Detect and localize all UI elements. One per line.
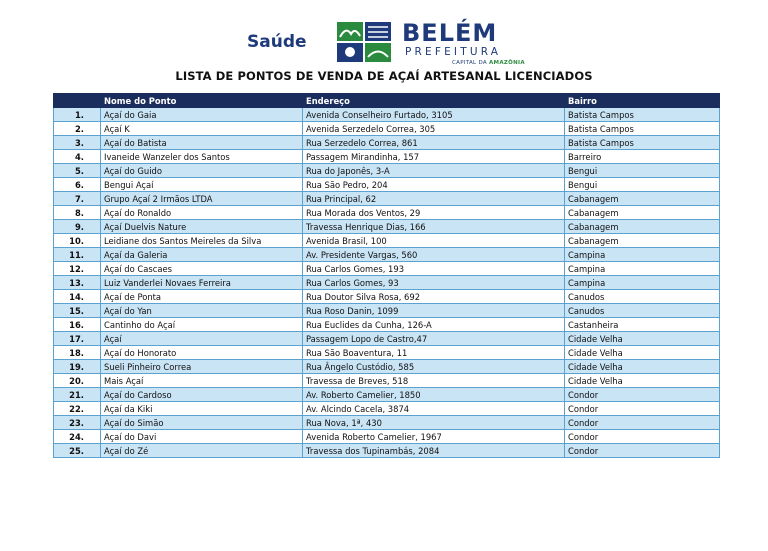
row-number: 8. (54, 206, 101, 220)
point-name: Açaí do Davi (101, 430, 303, 444)
point-name: Açaí da Galeria (101, 248, 303, 262)
point-name: Açaí do Guido (101, 164, 303, 178)
point-name: Açaí K (101, 122, 303, 136)
point-name: Açaí de Ponta (101, 290, 303, 304)
row-number: 4. (54, 150, 101, 164)
row-number: 13. (54, 276, 101, 290)
row-number: 21. (54, 388, 101, 402)
point-address: Avenida Roberto Camelier, 1967 (303, 430, 565, 444)
point-name: Açaí do Cascaes (101, 262, 303, 276)
point-name: Leidiane dos Santos Meireles da Silva (101, 234, 303, 248)
brand-tagline (452, 60, 525, 67)
table-row (54, 178, 720, 192)
point-address: Passagem Lopo de Castro,47 (303, 332, 565, 346)
point-neighborhood: Cidade Velha (565, 374, 720, 388)
point-name: Açaí Duelvis Nature (101, 220, 303, 234)
document-title: LISTA DE PONTOS DE VENDA DE AÇAÍ ARTESANAL LICENCIADOS (175, 69, 593, 83)
point-neighborhood: Batista Campos (565, 122, 720, 136)
row-number: 3. (54, 136, 101, 150)
point-name: Açaí do Cardoso (101, 388, 303, 402)
row-number: 5. (54, 164, 101, 178)
tagline-prefix: CAPITAL DA (452, 60, 489, 66)
point-address: Rua São Boaventura, 11 (303, 346, 565, 360)
point-neighborhood: Condor (565, 416, 720, 430)
point-address: Avenida Serzedelo Correa, 305 (303, 122, 565, 136)
points-table (53, 93, 720, 458)
point-neighborhood: Cidade Velha (565, 360, 720, 374)
table-row (54, 416, 720, 430)
row-number: 14. (54, 290, 101, 304)
row-number: 20. (54, 374, 101, 388)
point-neighborhood: Condor (565, 402, 720, 416)
point-name: Grupo Açaí 2 Irmãos LTDA (101, 192, 303, 206)
row-number: 24. (54, 430, 101, 444)
point-neighborhood: Campina (565, 248, 720, 262)
brand-name: BELÉM (402, 19, 498, 47)
point-neighborhood: Canudos (565, 304, 720, 318)
point-neighborhood: Condor (565, 430, 720, 444)
point-address: Rua Doutor Silva Rosa, 692 (303, 290, 565, 304)
table-row (54, 360, 720, 374)
table-body (54, 108, 720, 458)
point-address: Rua do Japonês, 3-A (303, 164, 565, 178)
point-name: Luiz Vanderlei Novaes Ferreira (101, 276, 303, 290)
table-row (54, 136, 720, 150)
header-address: Endereço (303, 94, 565, 108)
row-number: 7. (54, 192, 101, 206)
point-name: Açaí do Gaia (101, 108, 303, 122)
table-row (54, 206, 720, 220)
row-number: 10. (54, 234, 101, 248)
table-row (54, 276, 720, 290)
header-number (54, 94, 101, 108)
row-number: 23. (54, 416, 101, 430)
point-address: Travessa dos Tupinambás, 2084 (303, 444, 565, 458)
row-number: 2. (54, 122, 101, 136)
point-neighborhood: Cidade Velha (565, 346, 720, 360)
point-neighborhood: Condor (565, 444, 720, 458)
table-row (54, 192, 720, 206)
table-row (54, 248, 720, 262)
table-row (54, 164, 720, 178)
point-name: Açaí do Yan (101, 304, 303, 318)
table-row (54, 122, 720, 136)
prefeitura-logo-icon (337, 22, 391, 62)
point-name: Açaí da Kiki (101, 402, 303, 416)
point-address: Avenida Brasil, 100 (303, 234, 565, 248)
table-row (54, 304, 720, 318)
row-number: 17. (54, 332, 101, 346)
point-address: Rua São Pedro, 204 (303, 178, 565, 192)
point-neighborhood: Campina (565, 262, 720, 276)
point-name: Açaí do Honorato (101, 346, 303, 360)
point-address: Rua Morada dos Ventos, 29 (303, 206, 565, 220)
row-number: 16. (54, 318, 101, 332)
point-address: Av. Presidente Vargas, 560 (303, 248, 565, 262)
table-row (54, 290, 720, 304)
point-address: Rua Nova, 1ª, 430 (303, 416, 565, 430)
point-address: Av. Roberto Camelier, 1850 (303, 388, 565, 402)
table-row (54, 402, 720, 416)
brand-subtitle: PREFEITURA (405, 46, 502, 58)
point-address: Rua Ângelo Custódio, 585 (303, 360, 565, 374)
table-row (54, 108, 720, 122)
row-number: 9. (54, 220, 101, 234)
row-number: 18. (54, 346, 101, 360)
point-neighborhood: Barreiro (565, 150, 720, 164)
row-number: 1. (54, 108, 101, 122)
point-neighborhood: Bengui (565, 164, 720, 178)
point-address: Rua Roso Danin, 1099 (303, 304, 565, 318)
point-neighborhood: Cidade Velha (565, 332, 720, 346)
saude-label: Saúde (247, 32, 307, 52)
point-neighborhood: Cabanagem (565, 192, 720, 206)
row-number: 22. (54, 402, 101, 416)
point-neighborhood: Bengui (565, 178, 720, 192)
point-neighborhood: Batista Campos (565, 136, 720, 150)
table-row (54, 388, 720, 402)
table-row (54, 346, 720, 360)
row-number: 6. (54, 178, 101, 192)
row-number: 12. (54, 262, 101, 276)
point-name: Mais Açaí (101, 374, 303, 388)
point-address: Travessa Henrique Dias, 166 (303, 220, 565, 234)
table-header-row (54, 94, 720, 108)
table-row (54, 318, 720, 332)
point-address: Passagem Mirandinha, 157 (303, 150, 565, 164)
point-name: Sueli Pinheiro Correa (101, 360, 303, 374)
point-name: Açaí do Batista (101, 136, 303, 150)
point-neighborhood: Cabanagem (565, 234, 720, 248)
row-number: 15. (54, 304, 101, 318)
point-name: Cantinho do Açaí (101, 318, 303, 332)
point-name: Ivaneide Wanzeler dos Santos (101, 150, 303, 164)
point-address: Av. Alcindo Cacela, 3874 (303, 402, 565, 416)
point-name: Açaí do Ronaldo (101, 206, 303, 220)
point-neighborhood: Cabanagem (565, 220, 720, 234)
table-row (54, 234, 720, 248)
table-row (54, 430, 720, 444)
point-address: Avenida Conselheiro Furtado, 3105 (303, 108, 565, 122)
table-row (54, 262, 720, 276)
point-address: Travessa de Breves, 518 (303, 374, 565, 388)
row-number: 19. (54, 360, 101, 374)
table-row (54, 374, 720, 388)
row-number: 11. (54, 248, 101, 262)
point-name: Açaí do Zé (101, 444, 303, 458)
point-address: Rua Principal, 62 (303, 192, 565, 206)
point-neighborhood: Campina (565, 276, 720, 290)
table-row (54, 220, 720, 234)
point-address: Rua Carlos Gomes, 93 (303, 276, 565, 290)
point-address: Rua Euclides da Cunha, 126-A (303, 318, 565, 332)
point-neighborhood: Condor (565, 388, 720, 402)
table-row (54, 150, 720, 164)
header-name: Nome do Ponto (101, 94, 303, 108)
point-neighborhood: Batista Campos (565, 108, 720, 122)
tagline-highlight: AMAZÔNIA (489, 60, 525, 66)
row-number: 25. (54, 444, 101, 458)
table-row (54, 444, 720, 458)
point-neighborhood: Cabanagem (565, 206, 720, 220)
point-name: Açaí do Simão (101, 416, 303, 430)
point-name: Açaí (101, 332, 303, 346)
point-address: Rua Carlos Gomes, 193 (303, 262, 565, 276)
header-neighborhood: Bairro (565, 94, 720, 108)
page-header (0, 18, 768, 66)
point-neighborhood: Canudos (565, 290, 720, 304)
table-row (54, 332, 720, 346)
point-address: Rua Serzedelo Correa, 861 (303, 136, 565, 150)
point-name: Bengui Açaí (101, 178, 303, 192)
point-neighborhood: Castanheira (565, 318, 720, 332)
